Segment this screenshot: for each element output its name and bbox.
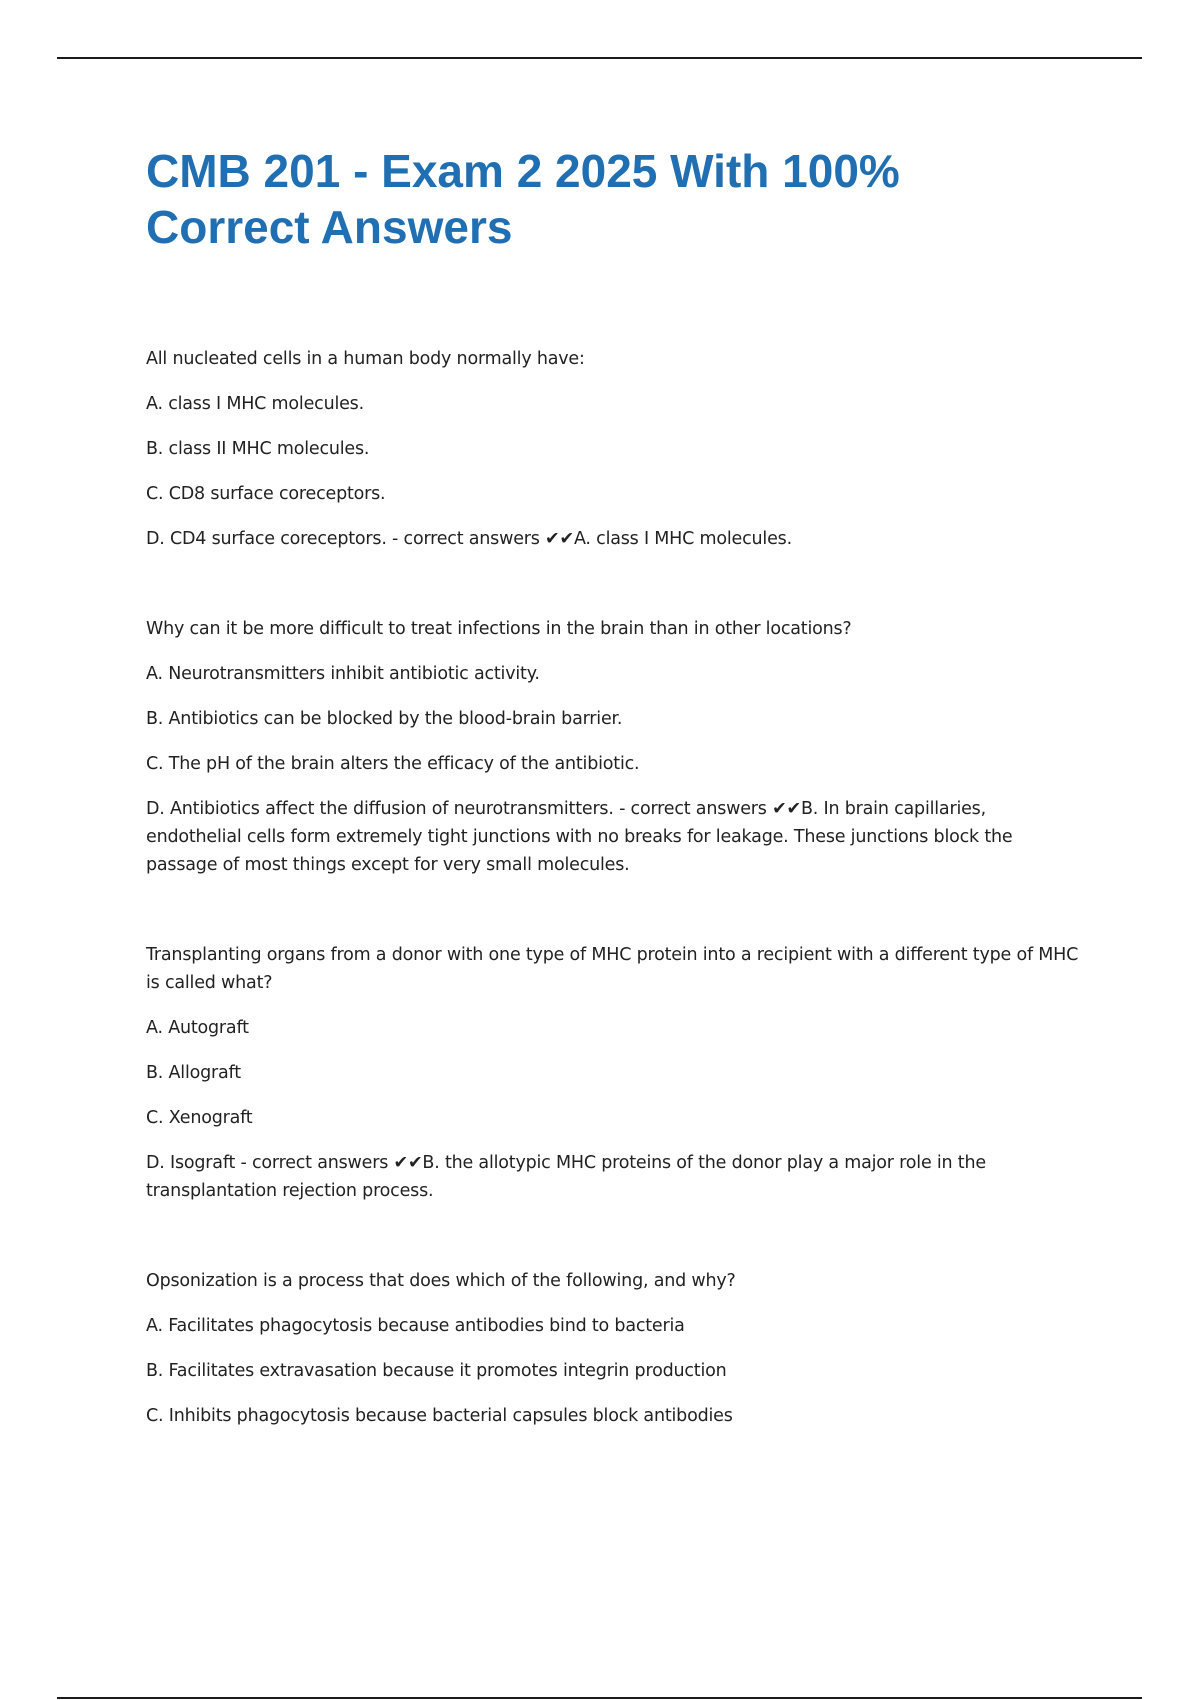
answer-option: D. Antibiotics affect the diffusion of neurotransmitters. - correct answers ✔✔B. In brain capillaries, endothelial cells form extremely tight junctions with no breaks for leakage. These junctions block the passage of most things except for very small molecules. xyxy=(146,799,1013,875)
document-title: CMB 201 - Exam 2 2025 With 100% Correct Answers xyxy=(146,145,900,253)
answer-option: C. The pH of the brain alters the efficacy of the antibiotic. xyxy=(146,754,640,774)
answer-option: B. Facilitates extravasation because it promotes integrin production xyxy=(146,1361,727,1381)
header-rule xyxy=(57,57,1142,59)
answer-option: B. Allograft xyxy=(146,1063,241,1083)
question-block xyxy=(146,941,1086,1205)
answer-option: A. class I MHC molecules. xyxy=(146,394,364,414)
question-text: Opsonization is a process that does which of the following, and why? xyxy=(146,1271,736,1291)
question-block xyxy=(146,345,1086,553)
answer-option: B. Antibiotics can be blocked by the blood-brain barrier. xyxy=(146,709,623,729)
answer-option: A. Neurotransmitters inhibit antibiotic activity. xyxy=(146,664,540,684)
answer-option: C. Xenograft xyxy=(146,1108,253,1128)
question-text: Transplanting organs from a donor with one type of MHC protein into a recipient with a different type of MHC is called what? xyxy=(146,945,1079,993)
answer-option: A. Autograft xyxy=(146,1018,249,1038)
question-text: Why can it be more difficult to treat infections in the brain than in other locations? xyxy=(146,619,852,639)
answer-option: B. class II MHC molecules. xyxy=(146,439,370,459)
footer-rule xyxy=(57,1697,1142,1699)
answer-option: C. CD8 surface coreceptors. xyxy=(146,484,386,504)
question-block xyxy=(146,615,1086,879)
answer-option: D. CD4 surface coreceptors. - correct answers ✔✔A. class I MHC molecules. xyxy=(146,529,792,549)
question-block xyxy=(146,1267,1086,1430)
questions-list xyxy=(146,345,1086,1492)
answer-option: C. Inhibits phagocytosis because bacterial capsules block antibodies xyxy=(146,1406,733,1426)
answer-option: D. Isograft - correct answers ✔✔B. the allotypic MHC proteins of the donor play a major role in the transplantation rejection process. xyxy=(146,1153,986,1201)
question-text: All nucleated cells in a human body normally have: xyxy=(146,349,585,369)
answer-option: A. Facilitates phagocytosis because antibodies bind to bacteria xyxy=(146,1316,685,1336)
